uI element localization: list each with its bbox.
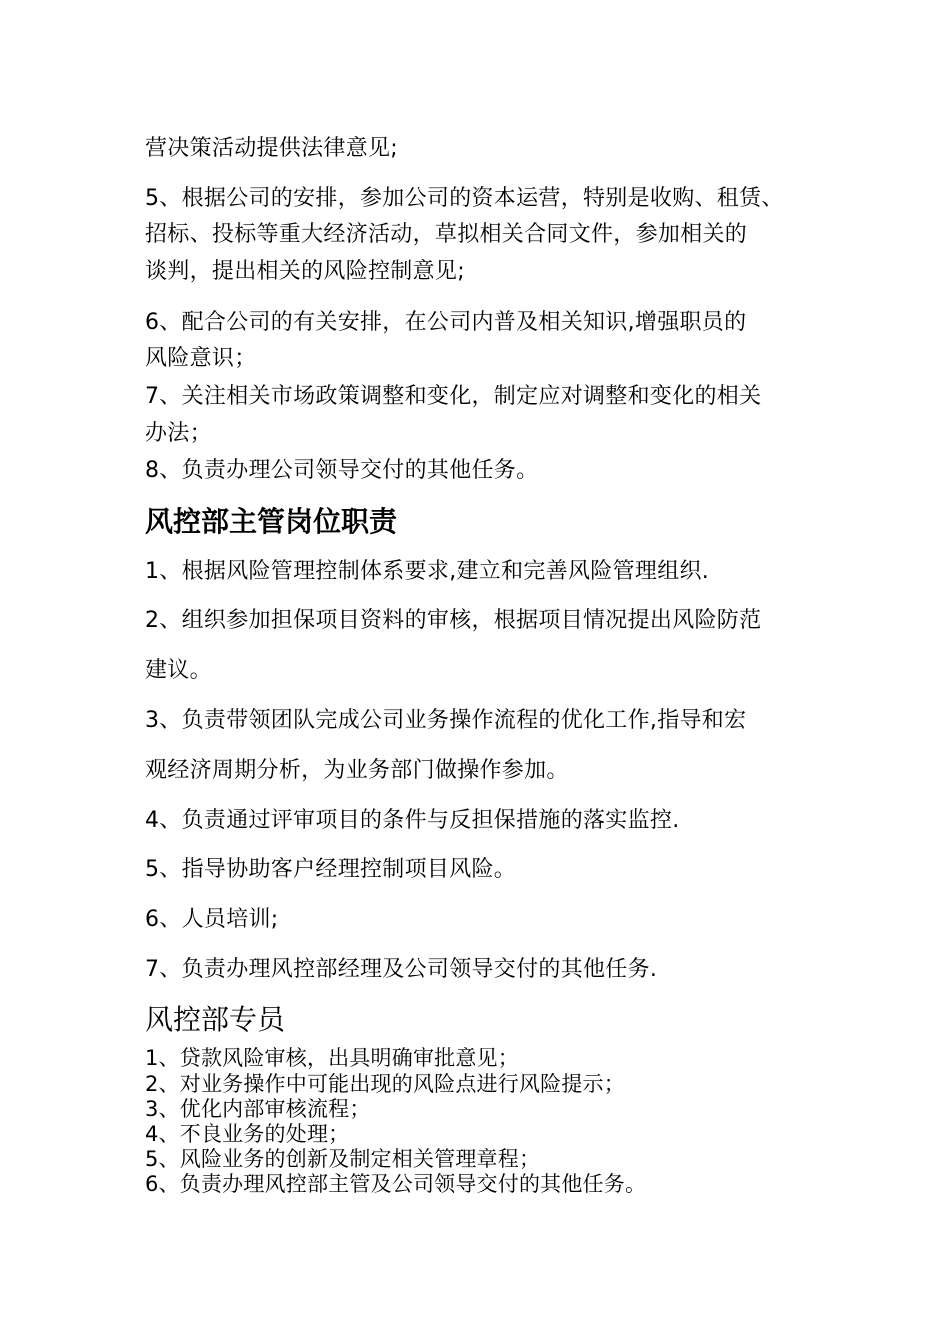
section3-line: 6、负责办理风控部主管及公司领导交付的其他任务。 bbox=[145, 1172, 647, 1196]
section1-line: 谈判，提出相关的风险控制意见; bbox=[145, 259, 465, 284]
section1-line: 招标、投标等重大经济活动，草拟相关合同文件，参加相关的 bbox=[145, 222, 748, 247]
section3-line: 1、贷款风险审核，出具明确审批意见； bbox=[145, 1046, 519, 1070]
section1-line: 7、关注相关市场政策调整和变化，制定应对调整和变化的相关 bbox=[145, 384, 762, 409]
section2-line: 建议。 bbox=[145, 658, 212, 683]
section3-heading: 风控部专员 bbox=[145, 1003, 286, 1036]
section2-line: 观经济周期分析，为业务部门做操作参加。 bbox=[145, 758, 569, 783]
section3-line: 5、风险业务的创新及制定相关管理章程； bbox=[145, 1147, 541, 1171]
section3-line: 2、对业务操作中可能出现的风险点进行风险提示； bbox=[145, 1072, 625, 1096]
section1-line: 办法； bbox=[145, 421, 212, 446]
section2-line: 3、负责带领团队完成公司业务操作流程的优化工作,指导和宏 bbox=[145, 708, 747, 733]
section3-line: 3、优化内部审核流程； bbox=[145, 1097, 371, 1121]
section2-line: 2、组织参加担保项目资料的审核，根据项目情况提出风险防范 bbox=[145, 608, 762, 633]
section1-line: 6、配合公司的有关安排，在公司内普及相关知识,增强职员的 bbox=[145, 310, 747, 335]
section2-line: 4、负责通过评审项目的条件与反担保措施的落实监控. bbox=[145, 808, 680, 833]
section2-line: 5、指导协助客户经理控制项目风险。 bbox=[145, 857, 517, 882]
section3-line: 4、不良业务的处理； bbox=[145, 1122, 350, 1146]
section2-heading: 风控部主管岗位职责 bbox=[145, 505, 398, 538]
section1-line: 风险意识； bbox=[145, 346, 257, 371]
section1-line: 营决策活动提供法律意见; bbox=[145, 136, 399, 161]
section2-line: 6、人员培训; bbox=[145, 907, 279, 932]
section1-line: 5、根据公司的安排，参加公司的资本运营，特别是收购、租赁、 bbox=[145, 186, 784, 211]
section1-line: 8、负责办理公司领导交付的其他任务。 bbox=[145, 458, 539, 483]
section2-line: 1、根据风险管理控制体系要求,建立和完善风险管理组织. bbox=[145, 559, 710, 584]
section2-line: 7、负责办理风控部经理及公司领导交付的其他任务. bbox=[145, 957, 658, 982]
